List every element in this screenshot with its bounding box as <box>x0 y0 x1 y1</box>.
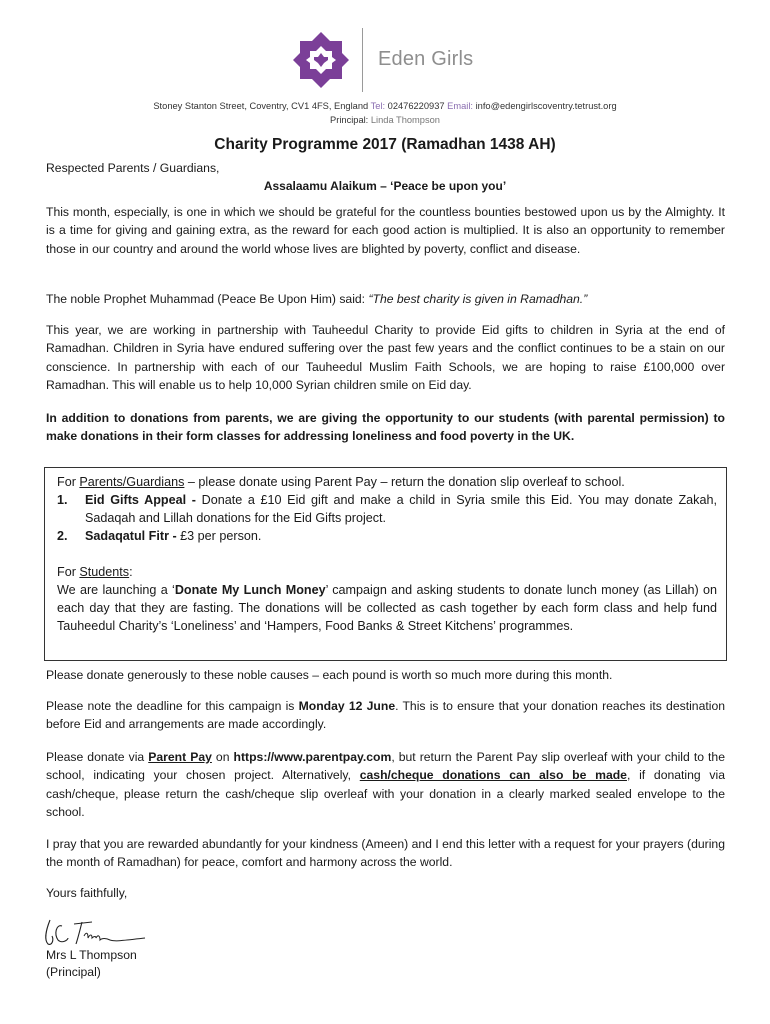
how-to-pre: Please donate via <box>46 750 149 764</box>
deadline-post: . This is to ensure that your donation reaches its destination before Eid and arrangements are made accordingly. <box>46 699 725 732</box>
document-title: Charity Programme 2017 (Ramadhan 1438 AH) <box>214 136 556 153</box>
address-text: Stoney Stanton Street, Coventry, CV1 4FS, England <box>153 101 369 111</box>
principal-label: Principal: <box>330 115 369 125</box>
greeting: Assalaamu Alaikum – ‘Peace be upon you’ <box>263 179 507 193</box>
students-campaign-text <box>57 581 717 635</box>
list-number: 1. <box>57 493 68 507</box>
paragraph-deadline <box>46 697 725 734</box>
list-item-label: Eid Gifts Appeal - <box>85 493 202 507</box>
how-to-mid2: , but return the Parent Pay slip overleaf with your child to the school, indicating your chosen project. Alternatively, <box>46 750 725 783</box>
list-item-eid-gifts <box>57 491 717 527</box>
signature-image <box>40 910 150 950</box>
logo-divider <box>362 28 363 92</box>
campaign-name: Donate My Lunch Money <box>174 583 326 597</box>
logo-text: Eden Girls <box>378 48 474 70</box>
eden-logo-mark-icon <box>293 32 349 88</box>
parents-prefix: For <box>57 475 80 489</box>
list-item-label: Sadaqatul Fitr - <box>85 529 181 543</box>
tel-label: Tel: <box>370 101 386 111</box>
salutation: Respected Parents / Guardians, <box>46 161 220 175</box>
paragraph-students-opportunity: In addition to donations from parents, we are giving the opportunity to our students (with parental permission) to make donations in their form classes for addressing loneliness and food poverty in the UK. <box>46 411 725 444</box>
tel-value: 02476220937 <box>387 101 445 111</box>
parents-guardians-label: Parents/Guardians <box>79 475 185 489</box>
list-item-detail: £3 per person. <box>180 529 262 543</box>
hadith-lead: The noble Prophet Muhammad (Peace Be Upon Him) said: <box>46 292 369 306</box>
cash-cheque-note: cash/cheque donations can also be made <box>359 768 627 783</box>
signatory-role: (Principal) <box>46 965 101 979</box>
principal-line <box>0 113 770 127</box>
paragraph-prayer: I pray that you are rewarded abundantly for your kindness (Ameen) and I end this letter with a request for your prayers (during the month of Ramadhan) for peace, comfort and harmony across the world. <box>46 837 725 870</box>
how-to-post: , if donating via cash/cheque, please return the cash/cheque slip overleaf with your donation in a clearly marked sealed envelope to the school. <box>46 768 726 820</box>
list-item-sadaqatul-fitr <box>57 527 717 545</box>
paragraph-intro: This month, especially, is one in which we should be grateful for the countless bounties bestowed upon us by the Almighty. It is a time for giving and gaining extra, as the reward for each good action is multiplied. It is also an opportunity to remember those in our country and around the world whose lives are blighted by poverty, conflict and disease. <box>46 205 725 256</box>
donation-info-content <box>57 473 717 635</box>
signatory-name: Mrs L Thompson <box>46 948 137 962</box>
list-item-text <box>85 527 717 545</box>
paragraph-hadith <box>46 290 725 308</box>
parents-instruction: – please donate using Parent Pay – return the donation slip overleaf to school. <box>184 475 625 489</box>
paragraph-donate-generously: Please donate generously to these noble causes – each pound is worth so much more during this month. <box>46 668 613 682</box>
school-logo <box>293 28 493 92</box>
list-item-detail: Donate a £10 Eid gift and make a child in Syria smile this Eid. You may donate Zakah, Sadaqah and Lillah donations for the Eid Gifts project. <box>85 493 717 525</box>
school-address-line <box>0 99 770 113</box>
email-label: Email: <box>447 101 473 111</box>
parents-heading <box>57 473 717 491</box>
paragraph-partnership: This year, we are working in partnership with Tauheedul Charity to provide Eid gifts to children in Syria at the end of Ramadhan. Children in Syria have endured suffering over the past few years and the conflict continues to be a stain on our conscience. In partnership with each of our Tauheedul Muslim Faith Schools, we are hoping to raise £100,000 over Ramadhan. This will enable us to help 10,000 Syrian children smile on Eid day. <box>46 323 725 393</box>
spacer <box>57 545 717 563</box>
email-value[interactable]: info@edengirlscoventry.tetrust.org <box>475 101 617 111</box>
list-number: 2. <box>57 529 68 543</box>
campaign-text-post: ’ campaign and asking students to donate lunch money (as Lillah) on each day that they are fasting. The donations will be collected as cash together by each form class and help fund Tauheedul Charity’s ‘Loneliness’ and ‘Hampers, Food Banks & Street Kitchens’ programmes. <box>57 583 717 633</box>
hadith-quote: “The best charity is given in Ramadhan.” <box>368 292 588 306</box>
students-colon: : <box>129 565 133 579</box>
principal-name: Linda Thompson <box>370 115 440 125</box>
paragraph-how-to-donate <box>46 748 725 822</box>
donation-info-box <box>44 467 727 661</box>
how-to-mid: on <box>211 750 234 764</box>
deadline-pre: Please note the deadline for this campaign is <box>46 699 299 713</box>
list-item-text <box>85 491 717 527</box>
students-label: Students <box>79 565 130 579</box>
parent-pay-url[interactable]: https://www.parentpay.com <box>233 750 392 764</box>
deadline-date: Monday 12 June <box>298 699 396 713</box>
parent-pay-link[interactable]: Parent Pay <box>148 750 212 764</box>
students-prefix: For <box>57 565 80 579</box>
campaign-text-pre: We are launching a ‘ <box>57 583 175 597</box>
students-heading <box>57 563 717 581</box>
closing: Yours faithfully, <box>46 886 128 900</box>
